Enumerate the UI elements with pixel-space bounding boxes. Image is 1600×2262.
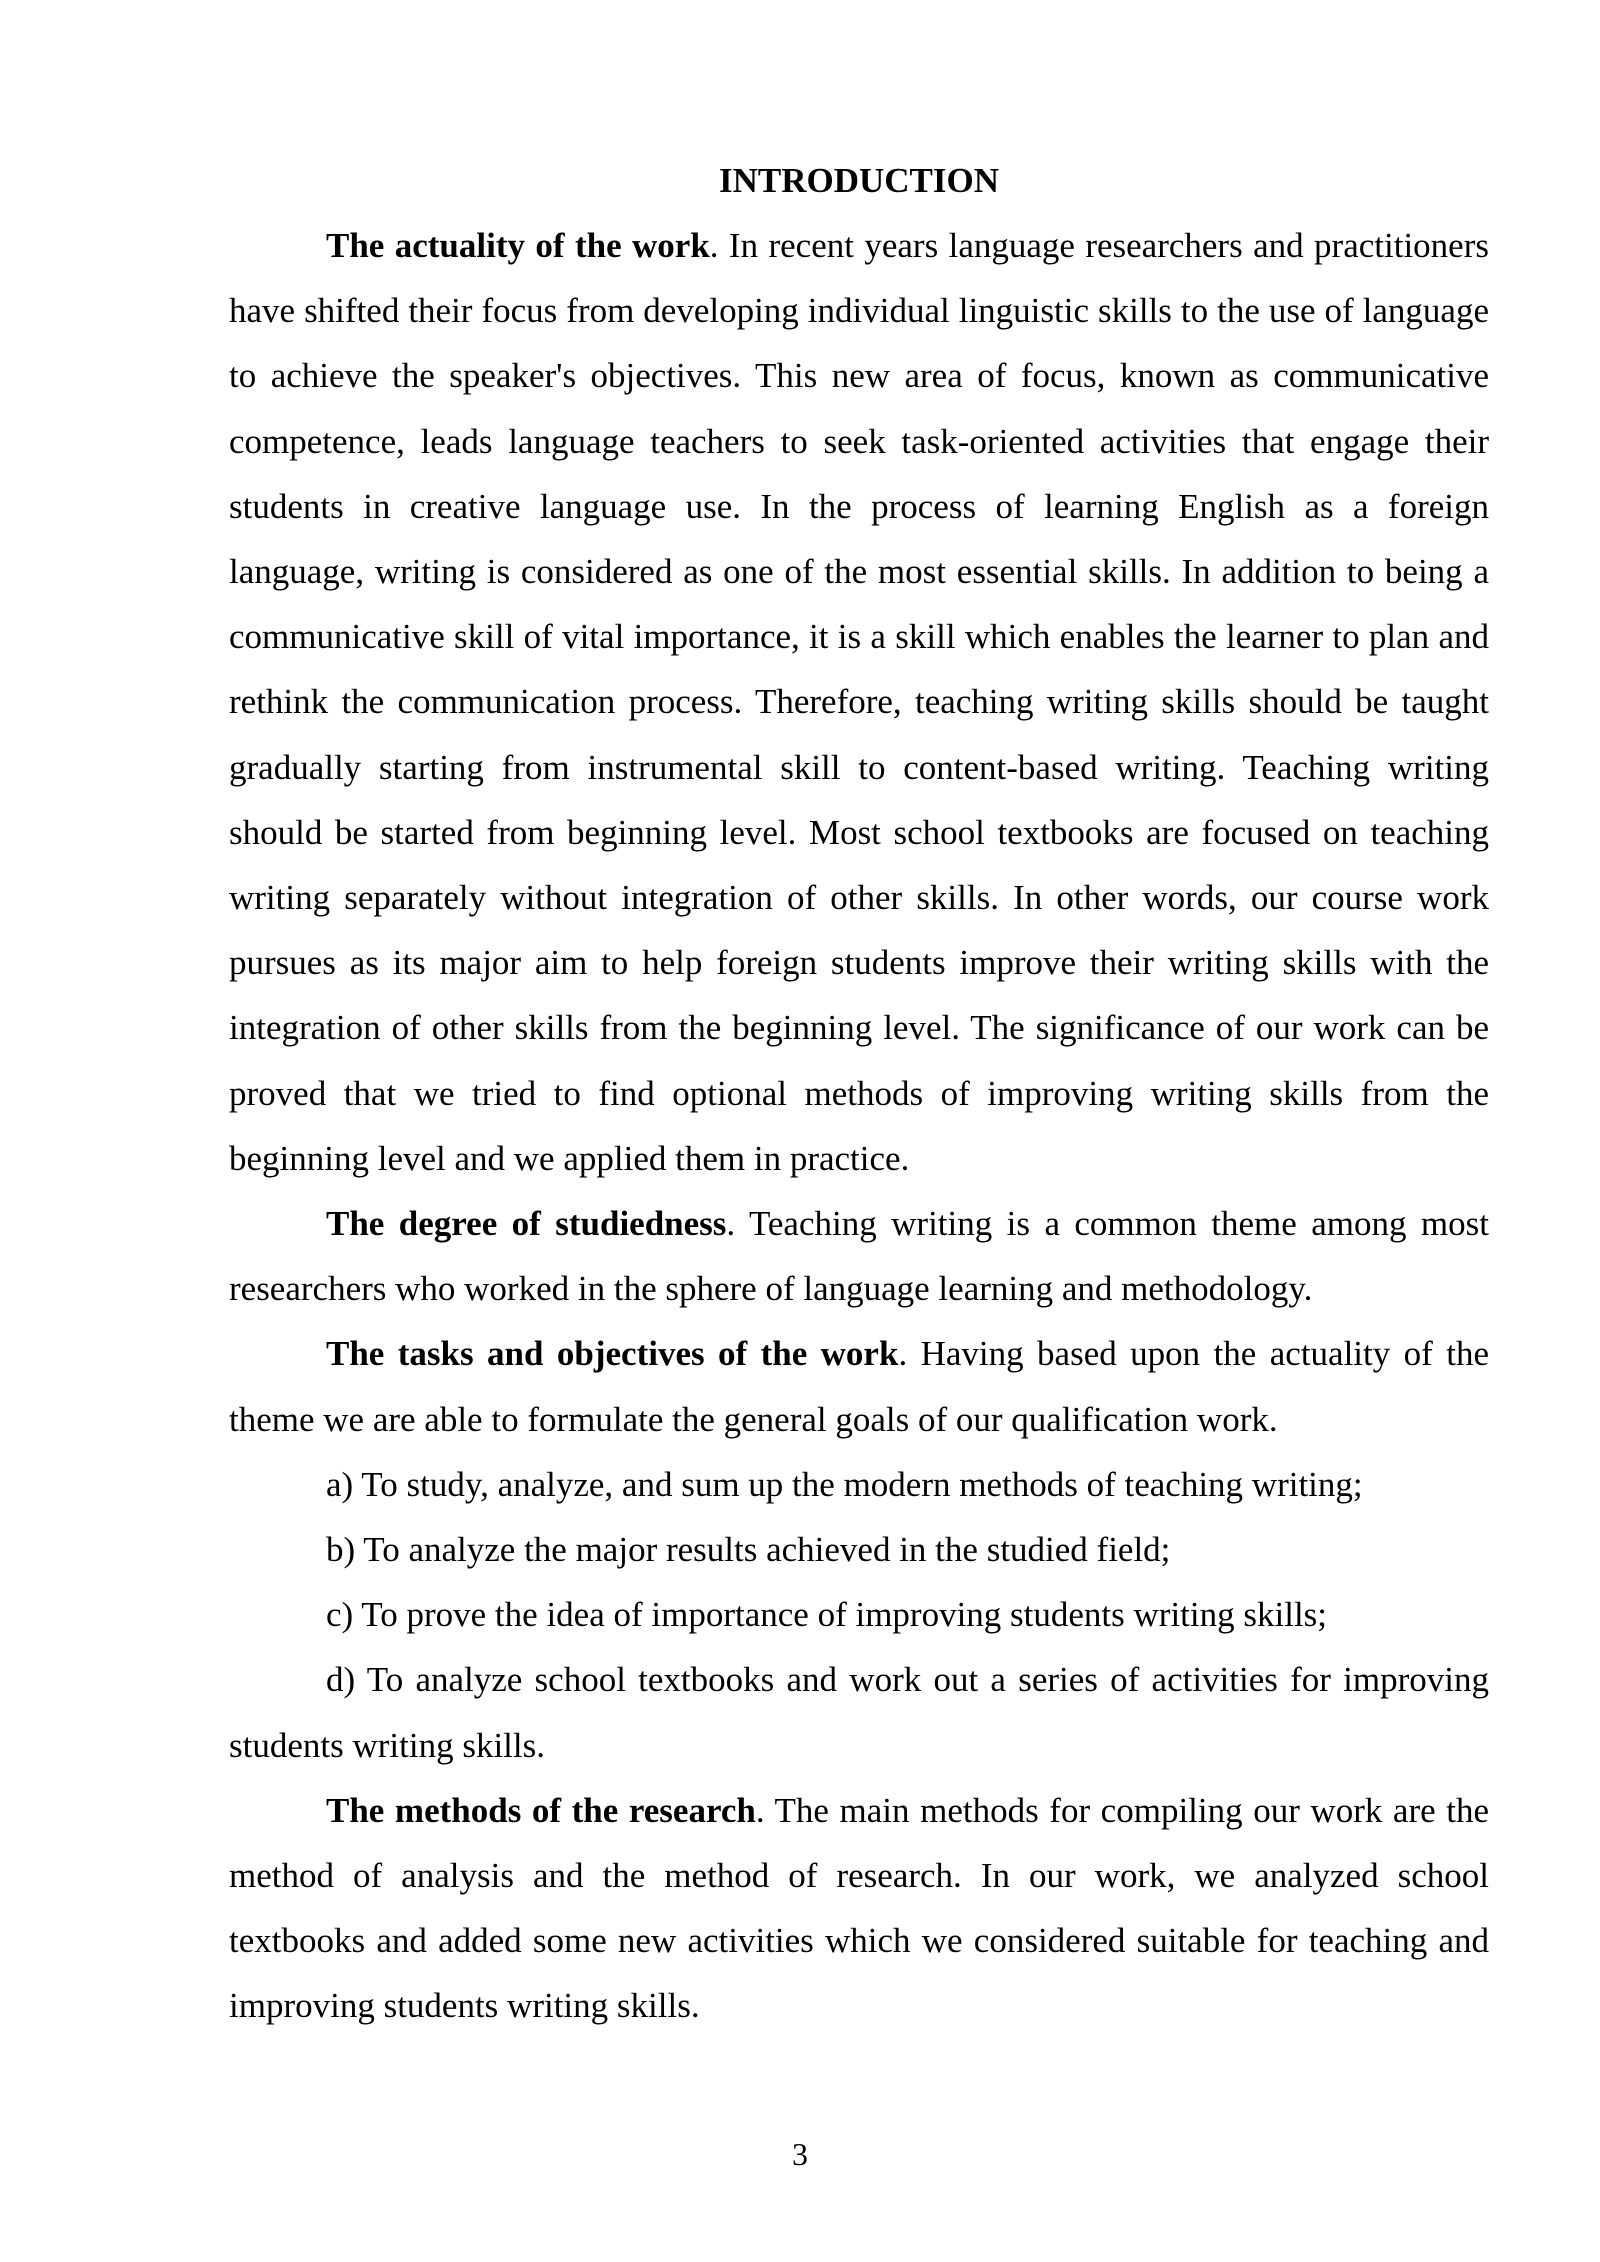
paragraph-tasks [229,1321,1489,1451]
paragraph-text: . In recent years language researchers and practitioners have shifted their focus from developing individual linguistic skills to the use of language to achieve the speaker's objectives. This new area of focus, known as communicative competence, leads language teachers to seek task-oriented activities that engage their students in creative language use. In the process of learning English as a foreign language, writing is considered as one of the most essential skills. In addition to being a communicative skill of vital importance, it is a skill which enables the learner to plan and rethink the communication process. Therefore, teaching writing skills should be taught gradually starting from instrumental skill to content-based writing. Teaching writing should be started from beginning level. Most school textbooks are focused on teaching writing separately without integration of other skills. In other words, our course work pursues as its major aim to help foreign students improve their writing skills with the integration of other skills from the beginning level. The significance of our work can be proved that we tried to find optional methods of improving writing skills from the beginning level and we applied them in practice. [229,226,1489,1178]
page-title: INTRODUCTION [718,161,1000,200]
paragraph-lead: The degree of studiedness [326,1204,727,1244]
list-item: b) To analyze the major results achieved in the studied field; [326,1530,1171,1570]
paragraph-methods [229,1778,1489,2039]
paragraph-lead: The tasks and objectives of the work [326,1334,899,1374]
page-number: 3 [792,2136,808,2172]
paragraph-text: . The main methods for compiling our work are the method of analysis and the method of research. In our work, we analyzed school textbooks and added some new activities which we considered suitable for teaching and improving students writing skills. [229,1790,1489,2026]
paragraph-text: . Having based upon the actuality of the theme we are able to formulate the general goals of our qualification work. [229,1334,1489,1439]
paragraph-lead: The methods of the research [326,1790,756,1830]
paragraph-studiedness [229,1191,1489,1321]
paragraph-lead: The actuality of the work [326,226,710,265]
document-body [229,148,1489,2039]
list-item: d) To analyze school textbooks and work out a series of activities for improving students writing skills. [229,1660,1489,1765]
paragraph-text: . Teaching writing is a common theme among most researchers who worked in the sphere of language learning and methodology. [229,1204,1489,1309]
paragraph-actuality [229,213,1489,1191]
list-item: c) To prove the idea of importance of improving students writing skills; [326,1595,1328,1635]
list-item: a) To study, analyze, and sum up the modern methods of teaching writing; [326,1464,1363,1504]
